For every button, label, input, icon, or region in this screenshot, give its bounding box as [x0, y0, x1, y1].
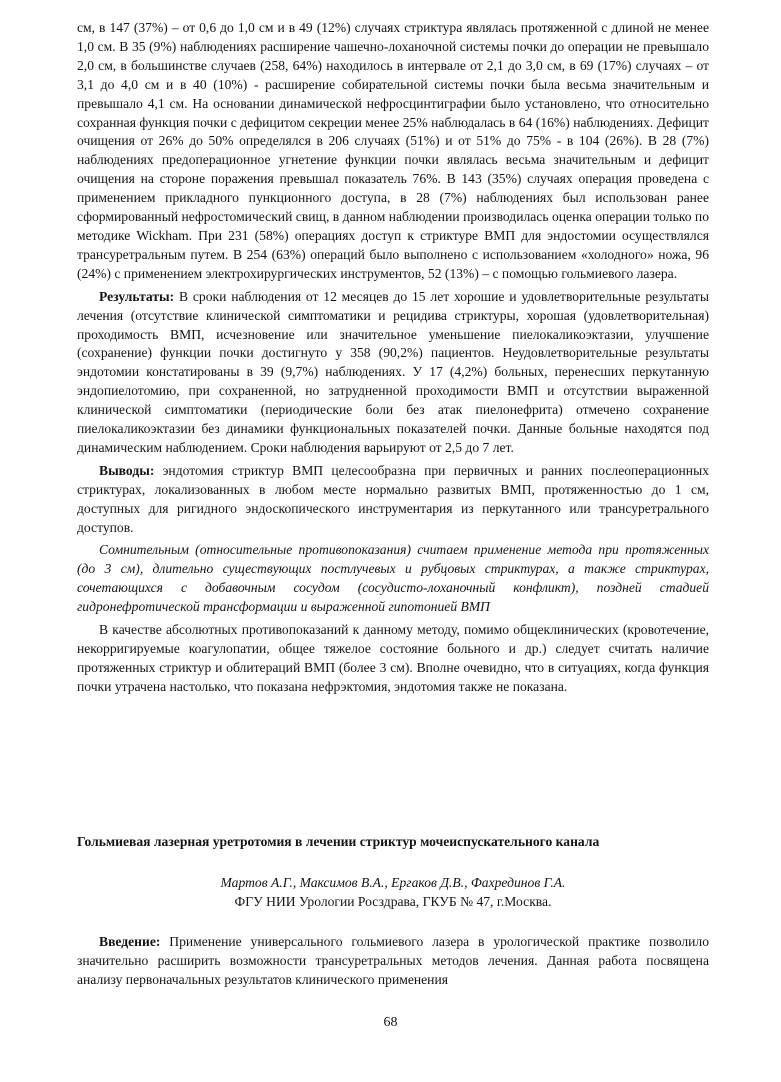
article-title: Гольмиевая лазерная уретротомия в лечении стриктур мочеиспускательного канала: [77, 834, 600, 849]
page-number: 68: [383, 1015, 398, 1030]
methods-paragraph: см, в 147 (37%) – от 0,6 до 1,0 см и в 49 (12%) случаях стриктура являлась протяженной с длиной не менее 1,0 см. В 35 (9%) наблюдениях расширение чашечно-лоханочной системы почки до операции не превышало 2,0 см, в большинстве случаев (258, 64%) находилось в интервале от 2,1 до 3,0 см, в 69 (17%) случаях – от 3,1 до 4,0 см и в 40 (10%) - расширение собирательной системы почки была весьма значительным и превышало 4,1 см. На основании динамической нефросцинтиграфии было установлено, что относительно сохранная функция почки с дефицитом секреции менее 25% наблюдалась в 64 (16%) наблюдениях. Дефицит очищения от 26% до 50% определялся в 206 случаях (51%) и от 51% до 75% - в 104 (26%). В 28 (7%) наблюдениях предоперационное угнетение функции почки являлась весьма значительным и дефицит очищения на стороне поражения превышал показатель 76%. В 143 (35%) случаях операция проведена с применением прикладного пункционного доступа, в 28 (7%) наблюдениях был использован ранее сформированный нефростомический свищ, в данном наблюдении производилась оценка операции только по методике Wickham. При 231 (58%) операциях доступ к стриктуре ВМП для эндостомии осуществлялся трансуретральным путем. В 254 (63%) операций было выполнено с использованием «холодного» ножа, 96 (24%) с применением электрохирургических инструментов, 52 (13%) – с помощью гольмиевого лазера.: [77, 20, 709, 281]
article-institution: ФГУ НИИ Урологии Росздрава, ГКУБ № 47, г.Москва.: [234, 894, 552, 909]
absolute-contraindications-paragraph: В качестве абсолютных противопоказаний к данному методу, помимо общеклинических (кровотечение, некорригируемые коагулопатии, общее тяжелое состояние больного и др.) следует считать наличие протяженных стриктур и облитераций ВМП (более 3 см). Вполне очевидно, что в ситуациях, когда функция почки утрачена настолько, что показана нефрэктомия, эндотомия также не показана.: [77, 622, 709, 694]
intro-text: Применение универсального гольмиевого лазера в урологической практике позволило значительно расширить возможности трансуретральных методов лечения. Данная работа посвящена анализу первоначальных результатов клинического применения: [77, 934, 709, 987]
conclusions-label: Выводы:: [99, 462, 155, 478]
article-authors: Мартов А.Г., Максимов В.А., Ергаков Д.В., Фахрединов Г.А.: [220, 875, 566, 890]
conclusions-text: эндотомия стриктур ВМП целесообразна при первичных и ранних послеоперационных стриктурах, локализованных в любом месте нормально развитых ВМП, протяженностью до 1 см, доступных для ригидного эндоскопического инструментария из перкутанного или трансуретрального доступов.: [77, 462, 709, 535]
relative-contraindications-paragraph: Сомнительным (относительные противопоказания) считаем применение метода при протяженных (до 3 см), длительно существующих постлучевых и рубцовых стриктурах, а также стриктурах, сочетающихся с добавочным сосудом (сосудисто-лоханочный конфликт), поздней стадией гидронефротической трансформации и выраженной гипотонией ВМП: [77, 542, 709, 615]
article-intro: [77, 933, 709, 990]
intro-paragraph: [77, 933, 709, 990]
previous-article-body: [77, 19, 709, 697]
results-text: В сроки наблюдения от 12 месяцев до 15 лет хорошие и удовлетворительные результаты лечения (отсутствие клинической симптоматики и рецидива стриктуры, хорошая (удовлетворительная) проходимость ВМП, исчезновение или значительное уменьшение пиелокаликоэктазии, улучшение (сохранение) функции почки достигнуто у 358 (90,2%) пациентов. Неудовлетворительные результаты эндотомии констатированы в 39 (9,7%) наблюдениях. У 17 (4,2%) больных, перенесших перкутанную эндопиелотомию, при сохраненной, но затрудненной проходимости ВМП и отсутствии выраженной клинической симптоматики (периодические боли без атак пиелонефрита) отмечено сохранение пиелокаликоэктазии без динамики функциональных показателей почки. Данные больные находятся под динамическим наблюдением. Сроки наблюдения варьируют от 2,5 до 7 лет.: [77, 288, 709, 455]
intro-label: Введение:: [99, 934, 161, 949]
conclusions-paragraph: [77, 462, 709, 538]
results-paragraph: [77, 288, 709, 458]
results-label: Результаты:: [99, 288, 175, 304]
